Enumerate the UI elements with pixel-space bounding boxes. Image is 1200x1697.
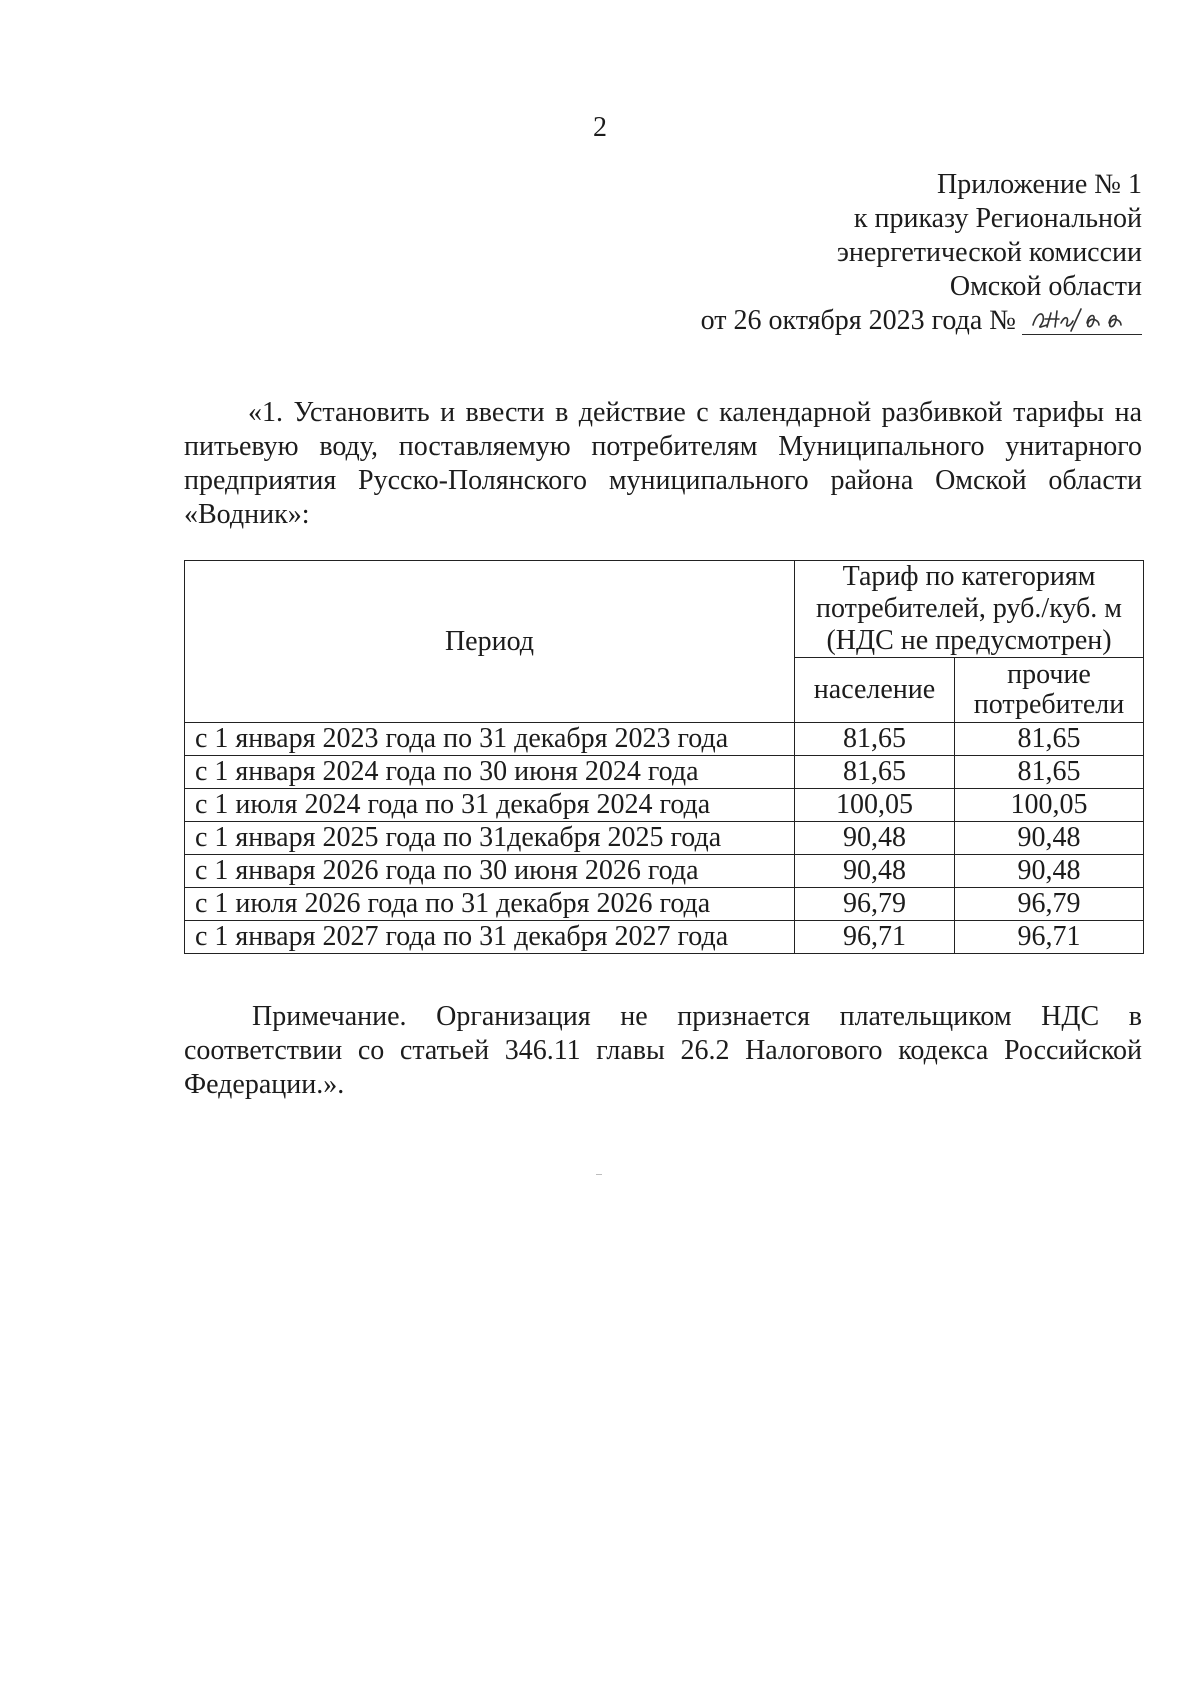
population-tariff-cell: 96,71 (795, 921, 955, 954)
page-number: 2 (593, 112, 607, 143)
scan-speck (596, 1174, 602, 1175)
population-tariff-cell: 81,65 (795, 723, 955, 756)
appendix-header (701, 168, 1142, 338)
period-cell: с 1 января 2025 года по 31декабря 2025 года (185, 822, 795, 855)
appendix-date: от 26 октября 2023 года № (700, 305, 1016, 336)
population-tariff-cell: 90,48 (795, 855, 955, 888)
others-tariff-cell: 90,48 (955, 822, 1144, 855)
period-cell: с 1 января 2024 года по 30 июня 2024 года (185, 756, 795, 789)
tariff-introduction-paragraph: «1. Установить и ввести в действие с календарной разбивкой тарифы на питьевую воду, поставляемую потребителям Муниципального унитарного предприятия Русско-Полянского муниципального района Омской области «Водник»: (184, 397, 1142, 530)
appendix-title: Приложение № 1 (937, 169, 1142, 200)
others-tariff-cell: 81,65 (955, 723, 1144, 756)
period-cell: с 1 июля 2024 года по 31 декабря 2024 года (185, 789, 795, 822)
handwritten-signature-icon (1027, 305, 1137, 333)
header-population: население (795, 658, 955, 723)
period-cell: с 1 июля 2026 года по 31 декабря 2026 года (185, 888, 795, 921)
handwritten-order-number (1022, 305, 1142, 335)
table-row (185, 888, 1144, 921)
table-row (185, 855, 1144, 888)
others-tariff-cell: 96,79 (955, 888, 1144, 921)
period-cell: с 1 января 2023 года по 31 декабря 2023 года (185, 723, 795, 756)
appendix-date-line (701, 304, 1142, 338)
others-tariff-cell: 90,48 (955, 855, 1144, 888)
others-tariff-cell: 81,65 (955, 756, 1144, 789)
table-row (185, 723, 1144, 756)
population-tariff-cell: 81,65 (795, 756, 955, 789)
table-row (185, 756, 1144, 789)
period-cell: с 1 января 2026 года по 30 июня 2026 года (185, 855, 795, 888)
appendix-commission: энергетической комиссии (836, 237, 1142, 268)
period-cell: с 1 января 2027 года по 31 декабря 2027 года (185, 921, 795, 954)
population-tariff-cell: 96,79 (795, 888, 955, 921)
table-row (185, 921, 1144, 954)
appendix-region: Омской области (949, 271, 1142, 302)
appendix-order-ref: к приказу Региональной (853, 203, 1142, 234)
table-row (185, 789, 1144, 822)
others-tariff-cell: 96,71 (955, 921, 1144, 954)
population-tariff-cell: 100,05 (795, 789, 955, 822)
table-row (185, 822, 1144, 855)
others-tariff-cell: 100,05 (955, 789, 1144, 822)
note-paragraph: Примечание. Организация не признается плательщиком НДС в соответствии со статьей 346.11 главы 26.2 Налогового кодекса Российской Федерации.». (184, 1001, 1142, 1100)
tariff-table (184, 560, 1144, 954)
header-other-consumers: прочие потребители (955, 658, 1144, 723)
population-tariff-cell: 90,48 (795, 822, 955, 855)
header-tariff-group: Тариф по категориям потребителей, руб./куб. м (НДС не предусмотрен) (795, 561, 1144, 658)
header-period: Период (185, 561, 795, 723)
